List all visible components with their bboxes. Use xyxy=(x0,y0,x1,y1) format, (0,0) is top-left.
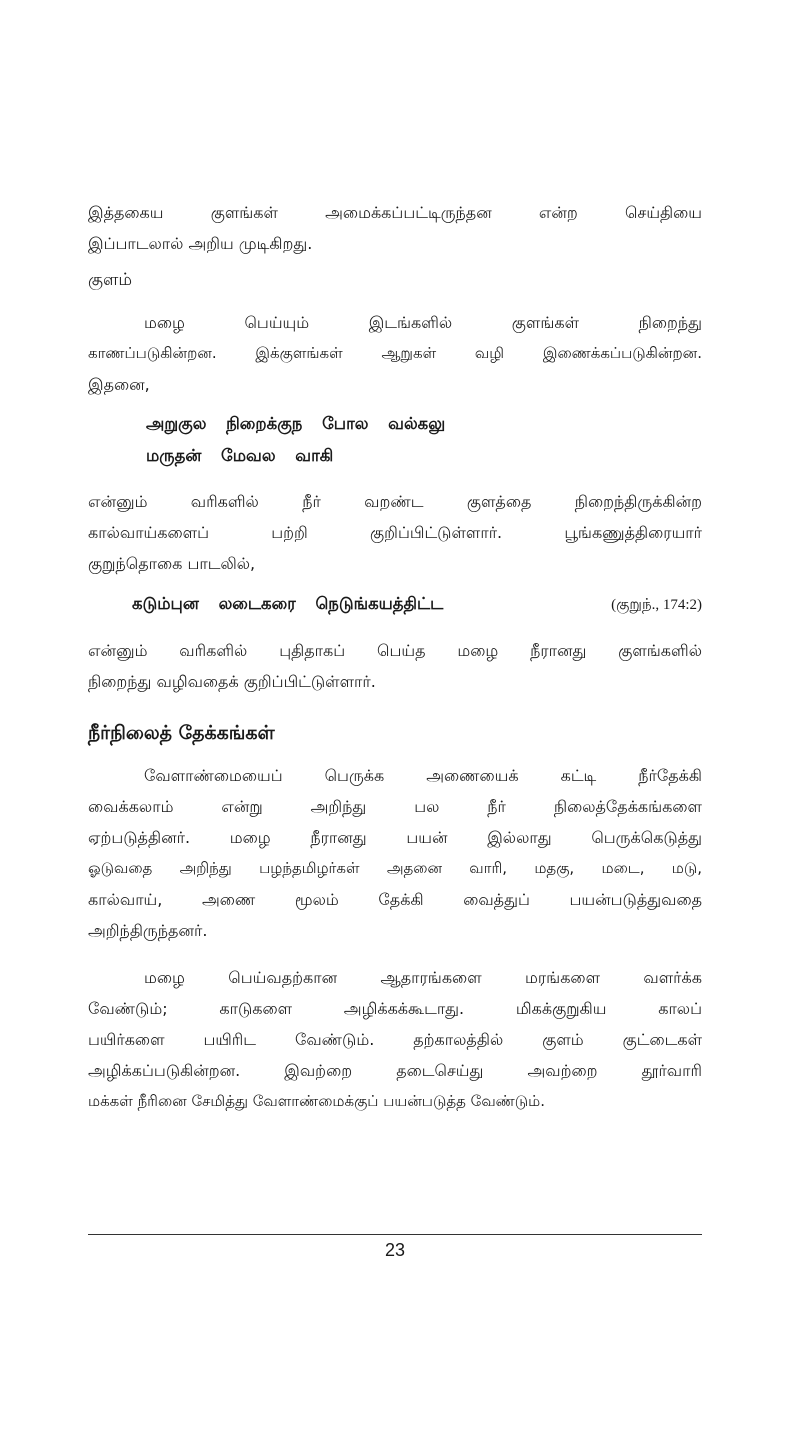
section-heading-kulam: குளம் xyxy=(88,270,133,290)
verse-quote: கடும்புன லடைகரை நெடுங்கயத்திட்ட xyxy=(132,594,444,613)
text-line: மழை பெய்யும் இடங்களில் குளங்கள் நிறைந்து xyxy=(144,313,702,332)
text-line: கால்வாய்களைப் பற்றி குறிப்பிட்டுள்ளார். பூங்கணுத்திரையார் xyxy=(88,523,702,542)
paragraph-kulam xyxy=(88,307,702,400)
footer-divider xyxy=(88,1234,702,1235)
paragraph-storage xyxy=(88,760,702,946)
verse-line: மருதன் மேவல வாகி xyxy=(146,446,334,465)
text-line: அறிந்திருந்தனர். xyxy=(88,921,208,940)
text-line: கால்வாய், அணை மூலம் தேக்கி வைத்துப் பயன்படுத்துவதை xyxy=(88,890,702,909)
text-line: இதனை, xyxy=(88,375,150,394)
paragraph-conclusion xyxy=(88,962,702,1117)
text-line: மழை பெய்வதற்கான ஆதாரங்களை மரங்களை வளர்க்க xyxy=(144,968,702,987)
text-line: என்னும் வரிகளில் நீர் வறண்ட குளத்தை நிறைந்திருக்கின்ற xyxy=(88,492,702,511)
text-line: இப்பாடலால் அறிய முடிகிறது. xyxy=(88,234,313,253)
section-heading-storage: நீர்நிலைத் தேக்கங்கள் xyxy=(88,722,275,744)
text-line: மக்கள் நீரினை சேமித்து வேளாண்மைக்குப் பயன்படுத்த வேண்டும். xyxy=(88,1092,545,1110)
paragraph-overflow xyxy=(88,635,702,697)
verse-line: அறுகுல நிறைக்குந போல வல்கலு xyxy=(146,414,446,433)
page-number: 23 xyxy=(384,1240,406,1260)
text-line: அழிக்கப்படுகின்றன. இவற்றை தடைசெய்து அவற்றை தூர்வாரி xyxy=(88,1061,702,1080)
text-line: ஓடுவதை அறிந்து பழந்தமிழர்கள் அதனை வாரி, மதகு, மடை, மடு, xyxy=(88,859,702,877)
text-line: காணப்படுகின்றன. இக்குளங்கள் ஆறுகள் வழி இணைக்கப்படுகின்றன. xyxy=(88,344,702,362)
paragraph-intro xyxy=(88,197,702,259)
verse-reference: (குறுந்., 174:2) xyxy=(611,597,702,613)
text-line: வேளாண்மையைப் பெருக்க அணையைக் கட்டி நீர்தேக்கி xyxy=(144,766,702,785)
text-line: வைக்கலாம் என்று அறிந்து பல நீர் நிலைத்தேக்கங்களை xyxy=(88,797,702,816)
text-line: ஏற்படுத்தினர். மழை நீரானது பயன் இல்லாது பெருக்கெடுத்து xyxy=(88,828,702,847)
paragraph-canals xyxy=(88,486,702,579)
text-line: பயிர்களை பயிரிட வேண்டும். தற்காலத்தில் குளம் குட்டைகள் xyxy=(88,1030,702,1049)
text-line: வேண்டும்; காடுகளை அழிக்கக்கூடாது. மிகக்குறுகிய காலப் xyxy=(88,999,702,1018)
text-line: என்னும் வரிகளில் புதிதாகப் பெய்த மழை நீரானது குளங்களில் xyxy=(88,641,702,660)
text-line: நிறைந்து வழிவதைக் குறிப்பிட்டுள்ளார். xyxy=(88,672,376,691)
text-line: குறுந்தொகை பாடலில், xyxy=(88,554,256,573)
text-line: இத்தகைய குளங்கள் அமைக்கப்பட்டிருந்தன என்ற செய்தியை xyxy=(88,203,702,222)
